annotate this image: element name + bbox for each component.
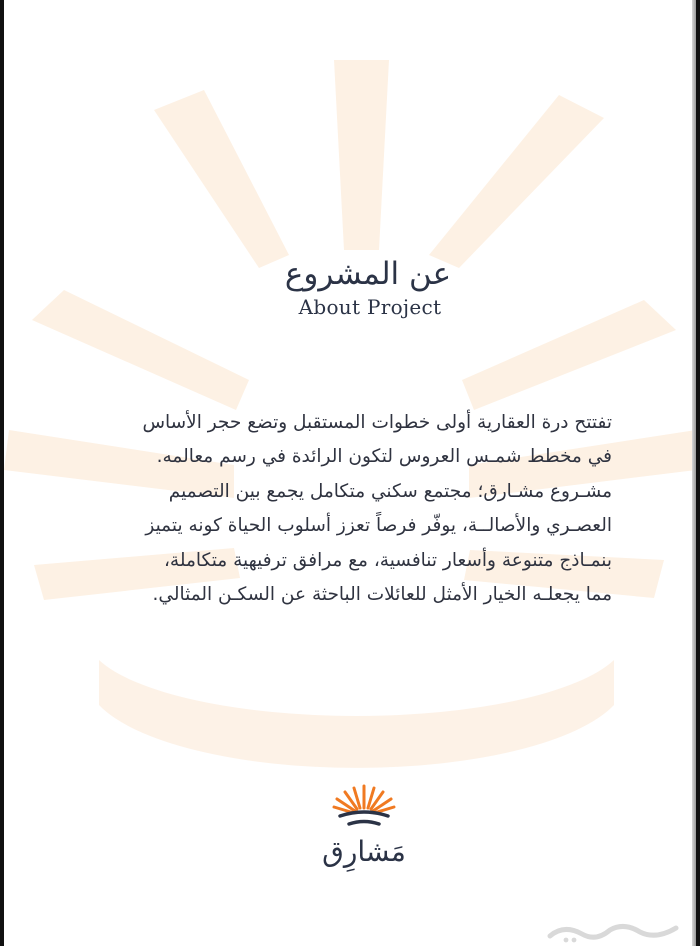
description-line: مشـروع مشـارق؛ مجتمع سكني متكامل يجمع بين التصميم <box>168 480 612 502</box>
description-line: بنمـاذج متنوعة وأسعار تنافسية، مع مرافق ترفيهية متكاملة، <box>163 549 612 571</box>
description-line: تفتتح درة العقارية أولى خطوات المستقبل وتضع حجر الأساس <box>142 412 612 433</box>
description-line: العصـري والأصالــة، يوفّر فرصاً تعزز أسلوب الحياة كونه يتميز <box>145 515 612 537</box>
logo-wordmark: مَشارِق <box>322 835 406 868</box>
project-description <box>100 406 612 612</box>
title-arabic: عن المشروع <box>284 256 452 292</box>
sun-rays-icon <box>294 780 434 832</box>
section-header <box>4 253 696 319</box>
page-edge-shadow <box>692 0 696 946</box>
description-line: مما يجعلـه الخيار الأمثل للعائلات الباحثة عن السكـن المثالي. <box>152 584 612 606</box>
description-line: في مخطط شمـس العروس لتكون الرائدة في رسم معالمه. <box>156 446 612 468</box>
brochure-page <box>4 0 696 946</box>
title-english: About Project <box>298 295 442 319</box>
haraj-watermark <box>544 918 684 944</box>
mashariq-logo <box>294 780 434 880</box>
